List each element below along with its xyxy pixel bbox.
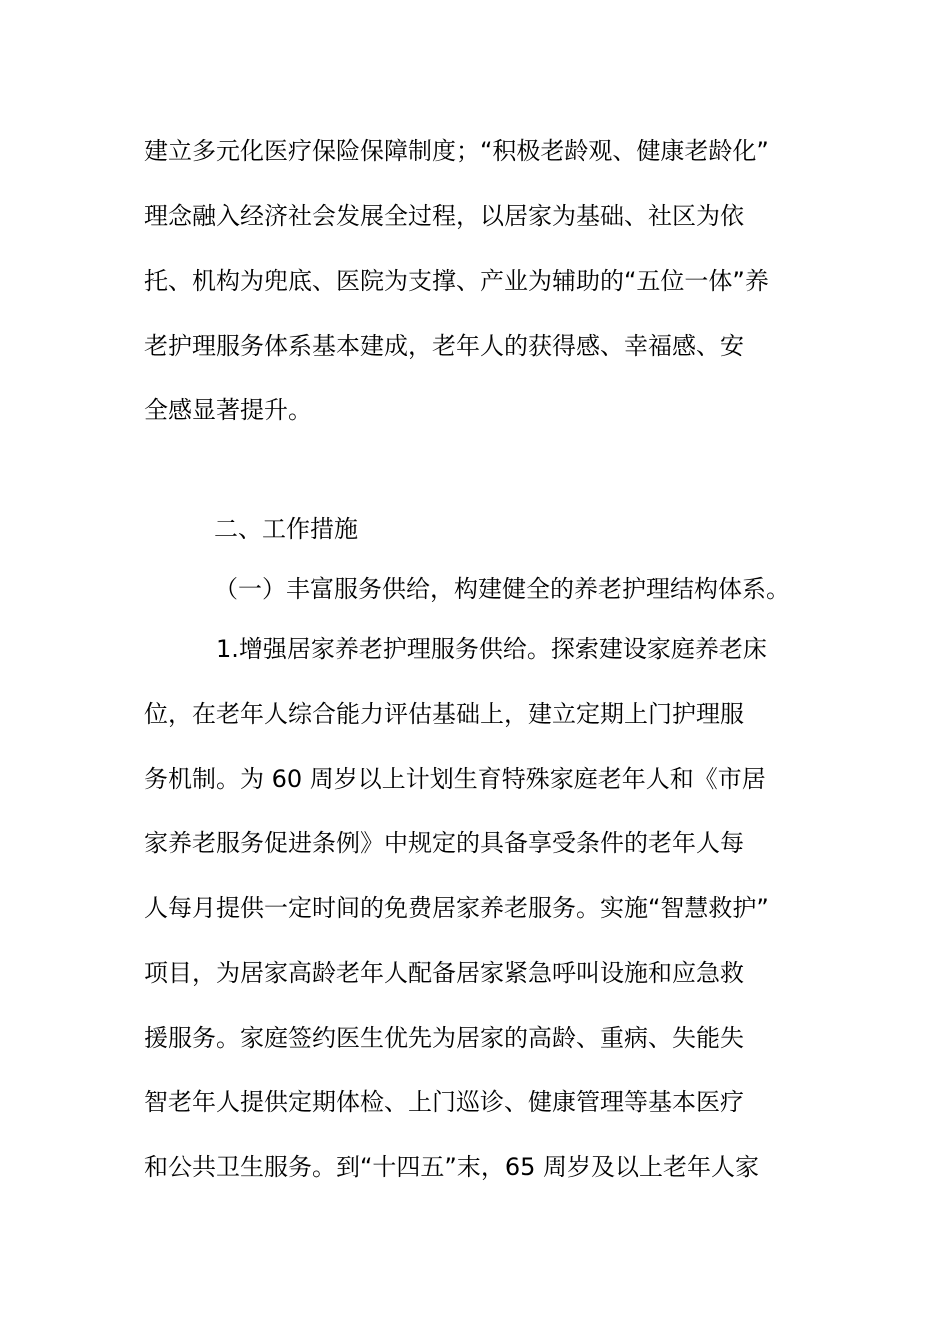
subsection-heading: （一）丰富服务供给，构建健全的养老护理结构体系。: [214, 575, 790, 603]
body-text-line: 家养老服务促进条例》中规定的具备享受条件的老年人每: [144, 829, 744, 857]
section-heading: 二、工作措施: [214, 515, 358, 543]
body-text-line: 援服务。家庭签约医生优先为居家的高龄、重病、失能失: [144, 1024, 744, 1052]
paragraph-first-line: 1.增强居家养老护理服务供给。探索建设家庭养老床: [216, 635, 767, 663]
body-text-line: 托、机构为兜底、医院为支撑、产业为辅助的“五位一体”养: [144, 267, 769, 295]
body-text-line: 全感显著提升。: [144, 396, 312, 424]
body-text-line: 人每月提供一定时间的免费居家养老服务。实施“智慧救护”: [144, 894, 769, 922]
body-text-line: 建立多元化医疗保险保障制度；“积极老龄观、健康老龄化”: [144, 137, 769, 165]
body-text-line: 智老年人提供定期体检、上门巡诊、健康管理等基本医疗: [144, 1088, 744, 1116]
body-text-line: 老护理服务体系基本建成，老年人的获得感、幸福感、安: [144, 332, 744, 360]
body-text-line: 项目，为居家高龄老年人配备居家紧急呼叫设施和应急救: [144, 959, 744, 987]
body-text-line: 理念融入经济社会发展全过程，以居家为基础、社区为依: [144, 202, 744, 230]
body-text-line: 位，在老年人综合能力评估基础上，建立定期上门护理服: [144, 700, 744, 728]
body-text-line: 务机制。为 60 周岁以上计划生育特殊家庭老年人和《市居: [144, 765, 766, 793]
body-text-line: 和公共卫生服务。到“十四五”末，65 周岁及以上老年人家: [144, 1153, 760, 1181]
